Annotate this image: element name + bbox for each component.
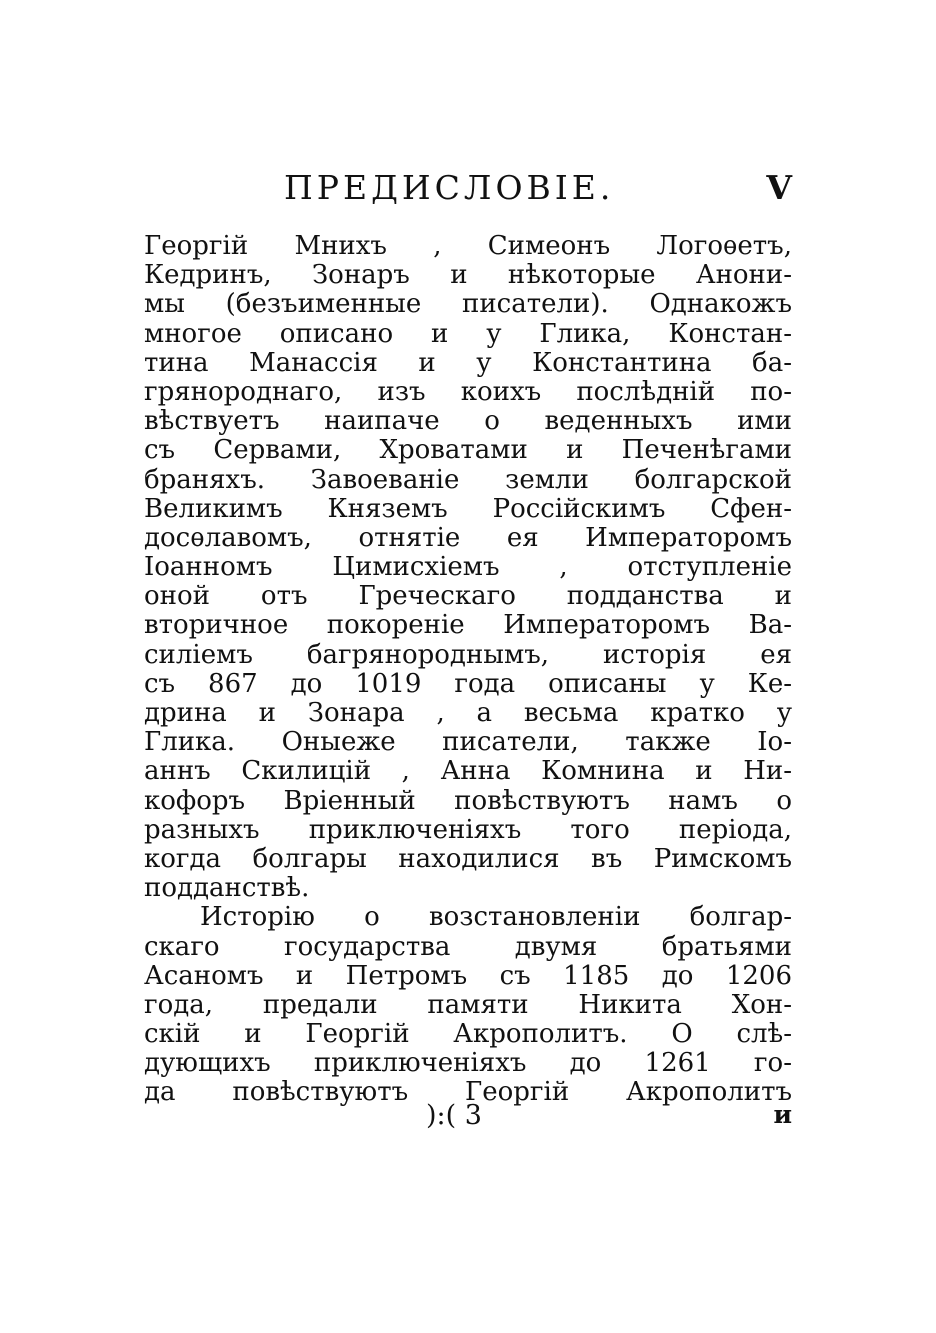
- text-line: разныхъ приключеніяхъ того періода,: [144, 815, 792, 845]
- paragraph: [144, 903, 792, 1107]
- text-line: Кедринъ, Зонаръ и нѣкоторые Анони-: [144, 261, 792, 291]
- text-line: съ 867 до 1019 года описаны у Ке-: [144, 669, 792, 699]
- text-line: вторичное покореніе Императоромъ Ва-: [144, 611, 792, 641]
- text-line: вѣствуетъ наипаче о веденныхъ ими: [144, 407, 792, 437]
- text-line: да повѣствуютъ Георгій Акрополитъ: [144, 1078, 792, 1108]
- text-line: мы (безъименные писатели). Однакожъ: [144, 290, 792, 320]
- text-line: Асаномъ и Петромъ съ 1185 до 1206: [144, 961, 792, 991]
- text-line: скаго государства двумя братьями: [144, 932, 792, 962]
- catchword: и: [773, 1100, 792, 1129]
- text-line: дрина и Зонара , а весьма кратко у: [144, 699, 792, 728]
- text-line: кофоръ Вріенный повѣствуютъ намъ о: [144, 786, 792, 816]
- text-line: когда болгары находилися въ Римскомъ: [144, 844, 792, 874]
- text-line: съ Сервами, Хроватами и Печенѣгами: [144, 436, 792, 466]
- page-footer: [144, 1100, 792, 1136]
- text-line: Исторію о возстановленіи болгар-: [200, 903, 792, 933]
- page-number: V: [766, 168, 792, 207]
- text-line: браняхъ. Завоеваніе земли болгарской: [144, 465, 792, 495]
- text-line: Георгій Мнихъ , Симеонъ Логоѳетъ,: [144, 232, 792, 261]
- text-line: оной отъ Греческаго подданства и: [144, 582, 792, 612]
- text-line: дующихъ приключеніяхъ до 1261 го-: [144, 1049, 792, 1079]
- text-line: аннъ Скилицій , Анна Комнина и Ни-: [144, 757, 792, 787]
- page-header: [144, 168, 792, 214]
- text-line: года, предали памяти Никита Хон-: [144, 990, 792, 1020]
- text-line: силіемъ багрянороднымъ, исторія ея: [144, 640, 792, 670]
- text-line: Іоанномъ Цимисхіемъ , отступленіе: [144, 553, 792, 583]
- text-line: многое описано и у Глика, Констан-: [144, 319, 792, 349]
- text-line: тина Манассія и у Константина ба-: [144, 348, 792, 378]
- text-line: грянороднаго, изъ коихъ послѣдній по-: [144, 377, 792, 407]
- running-title: ПРЕДИСЛОВІЕ.: [284, 168, 615, 207]
- text-line: скій и Георгій Акрополитъ. О слѣ-: [144, 1020, 792, 1050]
- body-text: [144, 232, 792, 1108]
- text-line: подданствѣ.: [144, 874, 310, 904]
- signature-mark: ):( 3: [426, 1100, 482, 1131]
- paragraph: [144, 232, 792, 903]
- text-line: Глика. Оныеже писатели, также Іо-: [144, 728, 792, 758]
- text-line: Великимъ Княземъ Россійскимъ Сфен-: [144, 494, 792, 524]
- text-line: досѳлавомъ, отнятіе ея Императоромъ: [144, 523, 792, 553]
